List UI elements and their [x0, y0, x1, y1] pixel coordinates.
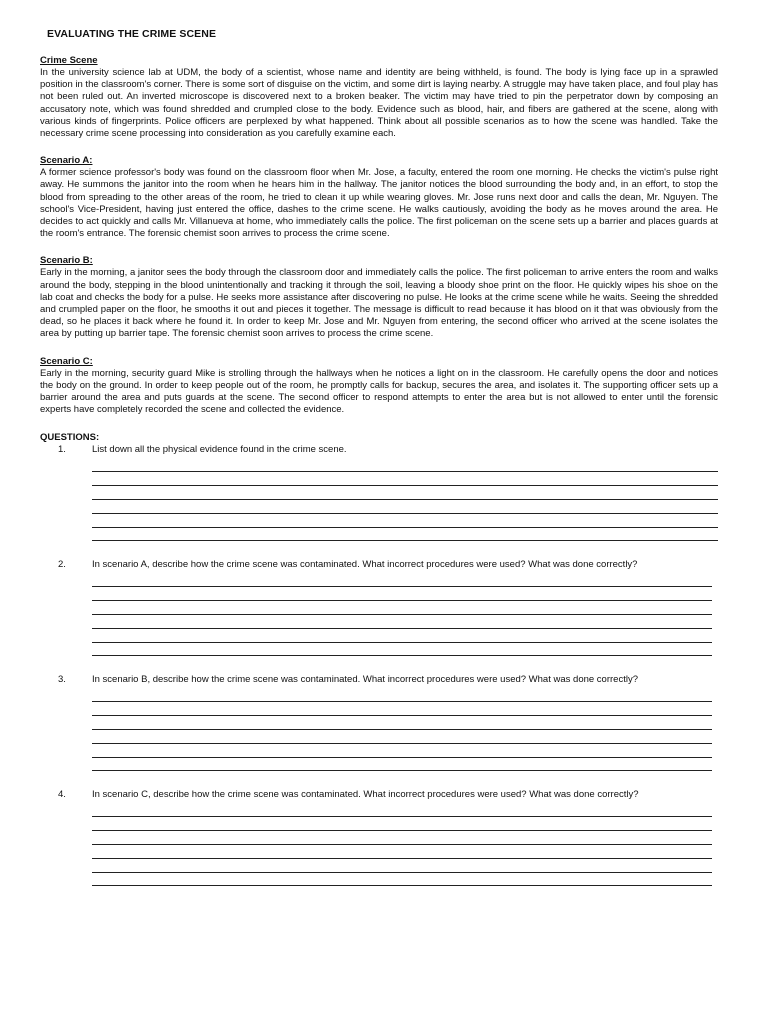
answer-line[interactable] — [92, 486, 718, 500]
answer-line[interactable] — [92, 587, 712, 601]
section-heading: Scenario A: — [40, 155, 93, 167]
answer-area[interactable] — [92, 689, 712, 772]
question-text: In scenario A, describe how the crime scene was contaminated. What incorrect procedures were used? What was done correctly? — [92, 559, 638, 571]
answer-line[interactable] — [92, 643, 712, 657]
question-text: In scenario C, describe how the crime scene was contaminated. What incorrect procedures were used? What was done correctly? — [92, 789, 639, 801]
answer-line[interactable] — [92, 730, 712, 744]
questions-heading: QUESTIONS: — [40, 432, 100, 444]
worksheet-page — [40, 28, 718, 886]
answer-area[interactable] — [92, 459, 718, 542]
answer-line[interactable] — [92, 459, 718, 473]
answer-line[interactable] — [92, 472, 718, 486]
question-4 — [40, 789, 718, 886]
answer-line[interactable] — [92, 689, 712, 703]
section-heading: Crime Scene — [40, 55, 98, 66]
question-number: 1. — [58, 444, 66, 456]
answer-line[interactable] — [92, 817, 712, 831]
document-title: EVALUATING THE CRIME SCENE — [47, 28, 217, 40]
answer-line[interactable] — [92, 601, 712, 615]
question-text: In scenario B, describe how the crime scene was contaminated. What incorrect procedures were used? What was done correctly? — [92, 674, 638, 686]
section-scenario-a — [40, 155, 718, 240]
section-crime-scene — [40, 55, 718, 140]
answer-area[interactable] — [92, 574, 712, 657]
question-number: 2. — [58, 559, 66, 571]
answer-line[interactable] — [92, 716, 712, 730]
answer-line[interactable] — [92, 615, 712, 629]
section-text: Early in the morning, a janitor sees the body through the classroom door and immediately calls the police. The first policeman to arrive enters the room and walks around the body, stepping in the blood unintentionally and tracking it through the soil, leaving a bloody shoe print on the floor. He quickly wipes his shoe on the lab coat and checks the body for a pulse. He seeks more assistance after discovering no pulse. He looks at the crime scene while he waits. Seeing the shredded and crumpled paper on the floor, he smooths it out and pieces it together. The message is difficult to read because it has blood on it that was obviously from the dead, so he places it back where he found it. In order to keep Mr. Jose and Mr. Nguyen from entering, the second officer who arrived at the scene isolates the area by putting up barrier tape. The forensic chemist soon arrives to process the crime scene. — [40, 267, 718, 340]
answer-line[interactable] — [92, 574, 712, 588]
answer-line[interactable] — [92, 831, 712, 845]
question-number: 4. — [58, 789, 66, 801]
answer-line[interactable] — [92, 859, 712, 873]
answer-line[interactable] — [92, 873, 712, 887]
answer-line[interactable] — [92, 629, 712, 643]
section-heading: Scenario C: — [40, 355, 93, 367]
answer-line[interactable] — [92, 845, 712, 859]
question-3 — [40, 674, 718, 771]
section-scenario-c — [40, 356, 718, 417]
section-text: Early in the morning, security guard Mike is strolling through the hallways when he notices a light on in the classroom. He carefully opens the door and notices the body on the ground. In order to keep people out of the room, he promptly calls for backup, secures the area, and isolates it. The supporting officer sets up a barrier around the area and puts guards at the scene. The second officer to respond attempts to enter the area but is not allowed to enter until the forensic experts have completely recorded the scene and collected the evidence. — [40, 367, 718, 416]
answer-line[interactable] — [92, 500, 718, 514]
question-number: 3. — [58, 674, 66, 686]
question-text: List down all the physical evidence found in the crime scene. — [92, 444, 347, 456]
answer-line[interactable] — [92, 528, 718, 542]
section-text: In the university science lab at UDM, the body of a scientist, whose name and identity are being withheld, is found. The body is lying face up in a sprawled position in the classroom's corner. There is some sort of disguise on the victim, and some dirt is laying nearby. A struggle may have taken place, and foul play has not been ruled out. An inverted microscope is discovered next to a broken beaker. The victim may have tried to pin the perpetrator down by composing an accusatory note, which was found shredded and crumpled close to the body. Evidence such as blood, hair, and fibers are gathered at the scene, along with various kinds of fingerprints. Police officers are perplexed by what happened. Think about all possible scenarios as to how the scene was handled. Take the necessary crime scene processing into consideration as you carefully examine each. — [40, 67, 718, 140]
answer-line[interactable] — [92, 744, 712, 758]
answer-line[interactable] — [92, 758, 712, 772]
section-heading: Scenario B: — [40, 255, 93, 267]
answer-line[interactable] — [92, 514, 718, 528]
answer-line[interactable] — [92, 702, 712, 716]
question-1 — [40, 444, 718, 541]
section-scenario-b — [40, 255, 718, 340]
answer-line[interactable] — [92, 804, 712, 818]
answer-area[interactable] — [92, 804, 712, 887]
section-text: A former science professor's body was found on the classroom floor when Mr. Jose, a faculty, entered the room one morning. He checks the victim's pulse right away. He summons the janitor into the room when he hears him in the hallway. The janitor notices the blood surrounding the body and, in an effort, to stop the blood from spreading to the other areas of the room, he tried to clean it up while wearing gloves. Mr. Jose runs next door and calls the dean, Mr. Nguyen. The school's Vice-President, having just entered the office, dashes to the crime scene. He walks cautiously, avoiding the body as he moves around the area. He decides to act quickly and calls Mr. Villanueva at home, who immediately calls the police. The first policeman on the scene sets up a barrier and places guards at the room's entrance. The forensic chemist soon arrives to process the crime scene. — [40, 167, 718, 240]
question-2 — [40, 559, 718, 656]
